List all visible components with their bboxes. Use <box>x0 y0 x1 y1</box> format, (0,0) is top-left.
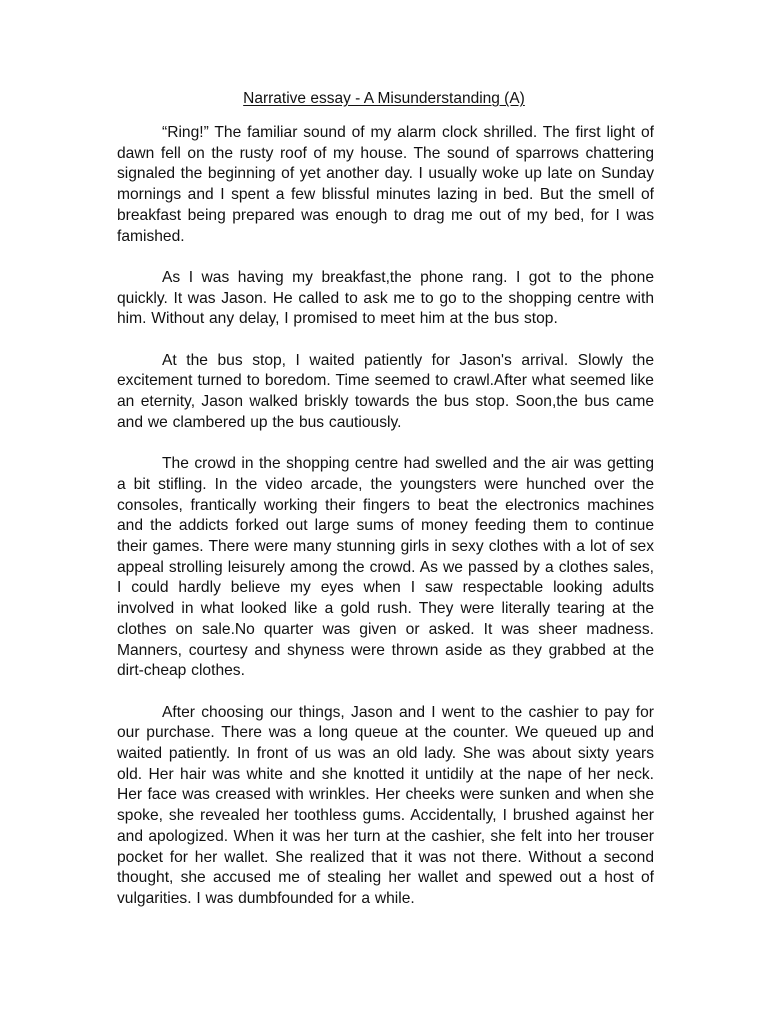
essay-body <box>117 123 654 930</box>
essay-title: Narrative essay - A Misunderstanding (A) <box>243 90 525 107</box>
paragraph-5: After choosing our things, Jason and I went to the cashier to pay for our purchase. There was a long queue at the counter. We queued up and waited patiently. In front of us was an old lady. She was about sixty years old. Her hair was white and she knotted it untidily at the nape of her neck. Her face was creased with wrinkles. Her cheeks were sunken and when she spoke, she revealed her toothless gums. Accidentally, I brushed against her and apologized. When it was her turn at the cashier, she felt into her trouser pocket for her wallet. She realized that it was not there. Without a second thought, she accused me of stealing her wallet and spewed out a host of vulgarities. I was dumbfounded for a while. <box>117 703 654 907</box>
paragraph-1: “Ring!” The familiar sound of my alarm clock shrilled. The first light of dawn fell on the rusty roof of my house. The sound of sparrows chattering signaled the beginning of yet another day. I usually woke up late on Sunday mornings and I spent a few blissful minutes lazing in bed. But the smell of breakfast being prepared was enough to drag me out of my bed, for I was famished. <box>117 124 654 245</box>
paragraph-3: At the bus stop, I waited patiently for Jason's arrival. Slowly the excitement turned to boredom. Time seemed to crawl.After what seemed like an eternity, Jason walked briskly towards the bus stop. Soon,the bus came and we clambered up the bus cautiously. <box>117 351 654 431</box>
paragraph-4: The crowd in the shopping centre had swelled and the air was getting a bit stifling. In the video arcade, the youngsters were hunched over the consoles, frantically working their fingers to beat the electronics machines and the addicts forked out large sums of money feeding them to continue their games. There were many stunning girls in sexy clothes with a lot of sex appeal strolling leisurely among the crowd. As we passed by a clothes sales, I could hardly believe my eyes when I saw respectable looking adults involved in what looked like a gold rush. They were literally tearing at the clothes on sale.No quarter was given or asked. It was sheer madness. Manners, courtesy and shyness were thrown aside as they grabbed at the dirt-cheap clothes. <box>117 455 654 680</box>
paragraph-2: As I was having my breakfast,the phone rang. I got to the phone quickly. It was Jason. He called to ask me to go to the shopping centre with him. Without any delay, I promised to meet him at the bus stop. <box>117 268 654 328</box>
